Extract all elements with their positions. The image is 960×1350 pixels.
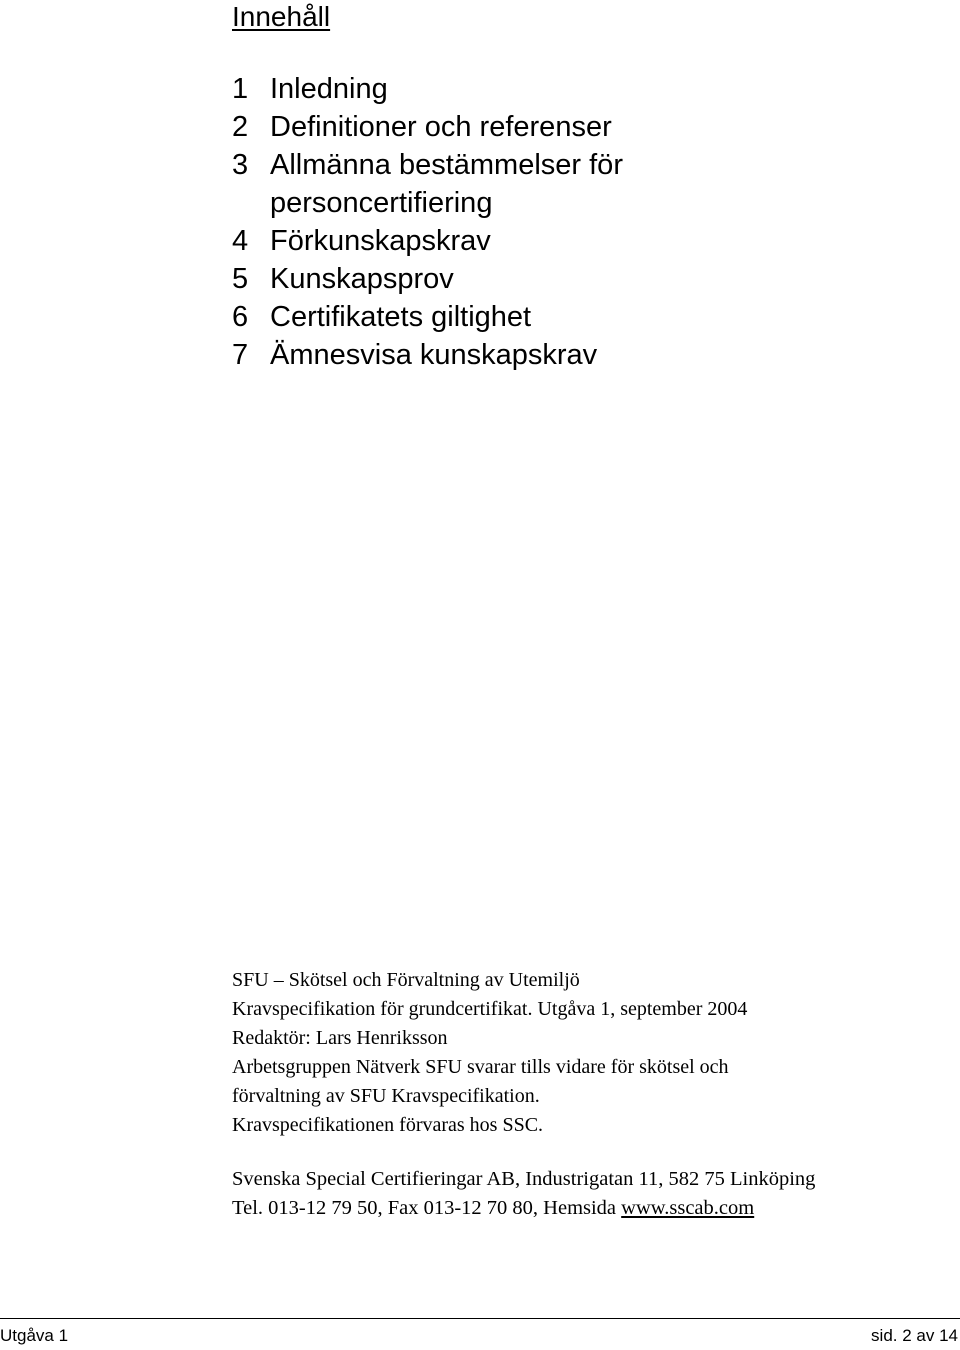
company-address: Svenska Special Certifieringar AB, Industrigatan 11, 582 75 Linköping xyxy=(232,1168,816,1190)
info-line-responsibility-cont: förvaltning av SFU Kravspecifikation. xyxy=(232,1085,540,1107)
info-line-responsibility: Arbetsgruppen Nätverk SFU svarar tills vidare för skötsel och xyxy=(232,1056,729,1078)
footer-page-number: sid. 2 av 14 xyxy=(871,1326,958,1345)
toc-item-number: 7 xyxy=(232,339,249,371)
toc-item-7[interactable] xyxy=(232,336,740,374)
info-line-title: SFU – Skötsel och Förvaltning av Utemiljö xyxy=(232,969,580,991)
info-line-storage: Kravspecifikationen förvaras hos SSC. xyxy=(232,1114,544,1136)
table-of-contents xyxy=(232,70,740,374)
toc-item-3[interactable] xyxy=(232,146,740,222)
footer-divider xyxy=(0,1318,960,1319)
toc-item-number: 1 xyxy=(232,73,249,105)
website-link[interactable]: www.sscab.com xyxy=(621,1197,755,1219)
toc-item-number: 2 xyxy=(232,111,249,143)
toc-heading: Innehåll xyxy=(232,1,331,32)
toc-item-number: 6 xyxy=(232,301,249,333)
toc-item-number: 3 xyxy=(232,149,249,181)
document-info xyxy=(232,966,747,1140)
toc-item-title: Certifikatets giltighet xyxy=(270,301,532,333)
toc-item-4[interactable] xyxy=(232,222,740,260)
toc-item-title: Inledning xyxy=(270,73,388,105)
toc-item-title: Förkunskapskrav xyxy=(270,225,491,257)
toc-item-title: Kunskapsprov xyxy=(270,263,454,295)
info-line-edition: Kravspecifikation för grundcertifikat. Utgåva 1, september 2004 xyxy=(232,998,748,1020)
toc-item-1[interactable] xyxy=(232,70,740,108)
toc-item-6[interactable] xyxy=(232,298,740,336)
toc-item-title: Ämnesvisa kunskapskrav xyxy=(270,339,598,371)
toc-item-2[interactable] xyxy=(232,108,740,146)
toc-item-5[interactable] xyxy=(232,260,740,298)
info-line-editor: Redaktör: Lars Henriksson xyxy=(232,1027,448,1049)
company-phone-fax: Tel. 013-12 79 50, Fax 013-12 70 80, Hemsida xyxy=(232,1197,622,1219)
toc-item-title: Definitioner och referenser xyxy=(270,111,612,143)
company-phone-line xyxy=(232,1194,815,1223)
toc-item-title: Allmänna bestämmelser för personcertifiering xyxy=(270,149,623,219)
toc-item-number: 5 xyxy=(232,263,249,295)
company-contact xyxy=(232,1165,815,1223)
footer-edition: Utgåva 1 xyxy=(0,1326,69,1345)
toc-item-number: 4 xyxy=(232,225,249,257)
